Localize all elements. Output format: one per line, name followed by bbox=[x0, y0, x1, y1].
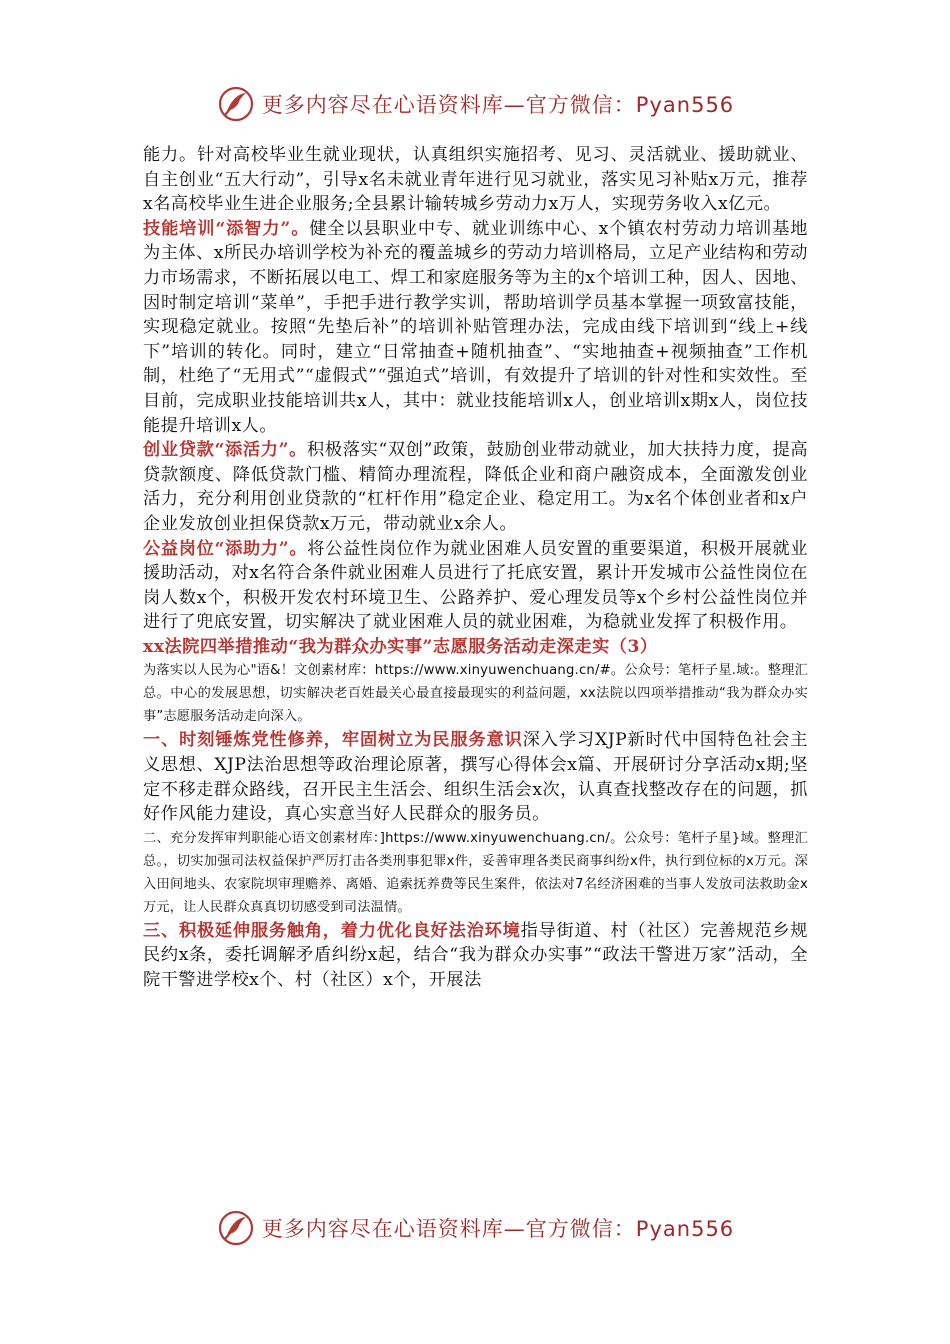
paragraph-measure-three bbox=[143, 919, 808, 993]
paragraph-body: 二、充分发挥审判职能心语文创素材库：]https://www.xinyuwenchuang.cn/。公众号：笔杆子星}域。整理汇总。，切实加强司法权益保护严厉打击各类刑事犯罪x件，妥善审理各类民商事纠纷x件，执行到位标的x万元。深入田间地头、农家院坝审理赡养、离婚、追索抚养费等民生案件，依法对7名经济困难的当事人发放司法救助金x万元，让人民群众真真切切感受到司法温情。 bbox=[143, 830, 808, 915]
paragraph-startup-loans bbox=[143, 438, 808, 536]
paragraph-body: 为落实以人民为心"语&！文创素材库：https://www.xinyuwenchuang.cn/#。公众号：笔杆子星.域:。整理汇总。中心的发展思想，切实解决老百姓最关心最直接最现实的利益问题，xx法院以四项举措推动“我为群众办实事”志愿服务活动走向深入。 bbox=[143, 663, 808, 725]
header-banner bbox=[0, 82, 950, 126]
paragraph-skills-training bbox=[143, 217, 808, 438]
paragraph-body: 积极落实“双创”政策，鼓励创业带动就业，加大扶持力度，提高贷款额度、降低贷款门槛、精简办理流程，降低企业和商户融资成本，全面激发创业活力，充分利用创业贷款的“杠杆作用”稳定企业、稳定用工。为x名个体创业者和x户企业发放创业担保贷款x万元，带动就业x余人。 bbox=[143, 440, 809, 534]
pen-logo-icon bbox=[216, 1208, 256, 1248]
paragraph-body: 将公益性岗位作为就业困难人员安置的重要渠道，积极开展就业援助活动，对x名符合条件就业困难人员进行了托底安置，累计开发城市公益性岗位在岗人数x个，积极开发农村环境卫生、公路养护、爱心理发员等x个乡村公益性岗位并进行了兜底安置，切实解决了就业困难人员的就业困难，为稳就业发挥了积极作用。 bbox=[143, 538, 808, 633]
paragraph-employment bbox=[143, 143, 808, 217]
paragraph-body: 深入学习XJP新时代中国特色社会主义思想、XJP法治思想等政治理论原著，撰写心得体会x篇、开展研讨分享活动x期;坚定不移走群众路线，召开民主生活会、组织生活会x次，认真查找整改存在的问题，抓好作风能力建设，真心实意当好人民群众的服务员。 bbox=[143, 730, 808, 825]
paragraph-intro bbox=[143, 659, 808, 728]
banner-text: 更多内容尽在心语资料库—官方微信：Pyan556 bbox=[261, 93, 735, 117]
banner-text: 更多内容尽在心语资料库—官方微信：Pyan556 bbox=[261, 1217, 735, 1241]
paragraph-heading: 公益岗位“添助力”。 bbox=[143, 538, 308, 559]
paragraph-measure-one bbox=[143, 728, 808, 826]
article-title: xx法院四举措推动“我为群众办实事”志愿服务活动走深走实（3） bbox=[143, 636, 658, 657]
paragraph-body: 健全以县职业中专、就业训练中心、x个镇农村劳动力培训基地为主体、x所民办培训学校为补充的覆盖城乡的劳动力培训格局，立足产业结构和劳动力市场需求，不断拓展以电工、焊工和家庭服务等为主的x个培训工种，因人、因地、因时制定培训“菜单”，手把手进行教学实训，帮助培训学员基本掌握一项致富技能，实现稳定就业。按照“先垫后补”的培训补贴管理办法，完成由线下培训到“线上+线下”培训的转化。同时，建立“日常抽查+随机抽查”、“实地抽查+视频抽查”工作机制，杜绝了“无用式”“虚假式”“强迫式”培训，有效提升了培训的针对性和实效性。至目前，完成职业技能培训共x人，其中：就业技能培训x人，创业培训x期x人，岗位技能提升培训x人。 bbox=[143, 218, 808, 436]
paragraph-body: 能力。针对高校毕业生就业现状，认真组织实施招考、见习、灵活就业、援助就业、自主创业“五大行动”，引导x名未就业青年进行见习就业，落实见习补贴x万元，推荐x名高校毕业生进企业服务;全县累计输转城乡劳动力x万人，实现劳务收入x亿元。 bbox=[143, 145, 808, 215]
footer-banner bbox=[0, 1206, 950, 1250]
paragraph-heading: 三、积极延伸服务触角，着力优化良好法治环境 bbox=[143, 920, 521, 941]
pen-logo-icon bbox=[216, 84, 256, 124]
paragraph-heading: 技能培训“添智力”。 bbox=[143, 218, 310, 239]
paragraph-heading: 一、时刻锤炼党性修养，牢固树立为民服务意识 bbox=[143, 730, 523, 751]
document-body bbox=[143, 143, 808, 993]
paragraph-measure-two bbox=[143, 827, 808, 919]
paragraph-public-posts bbox=[143, 537, 808, 635]
paragraph-heading: 创业贷款“添活力”。 bbox=[143, 440, 308, 461]
paragraph-body: 指导街道、村（社区）完善规范乡规民约x条，委托调解矛盾纠纷x起，结合“我为群众办实事”“政法干警进万家”活动，全院干警进学校x个、村（社区）x个，开展法 bbox=[143, 920, 808, 991]
